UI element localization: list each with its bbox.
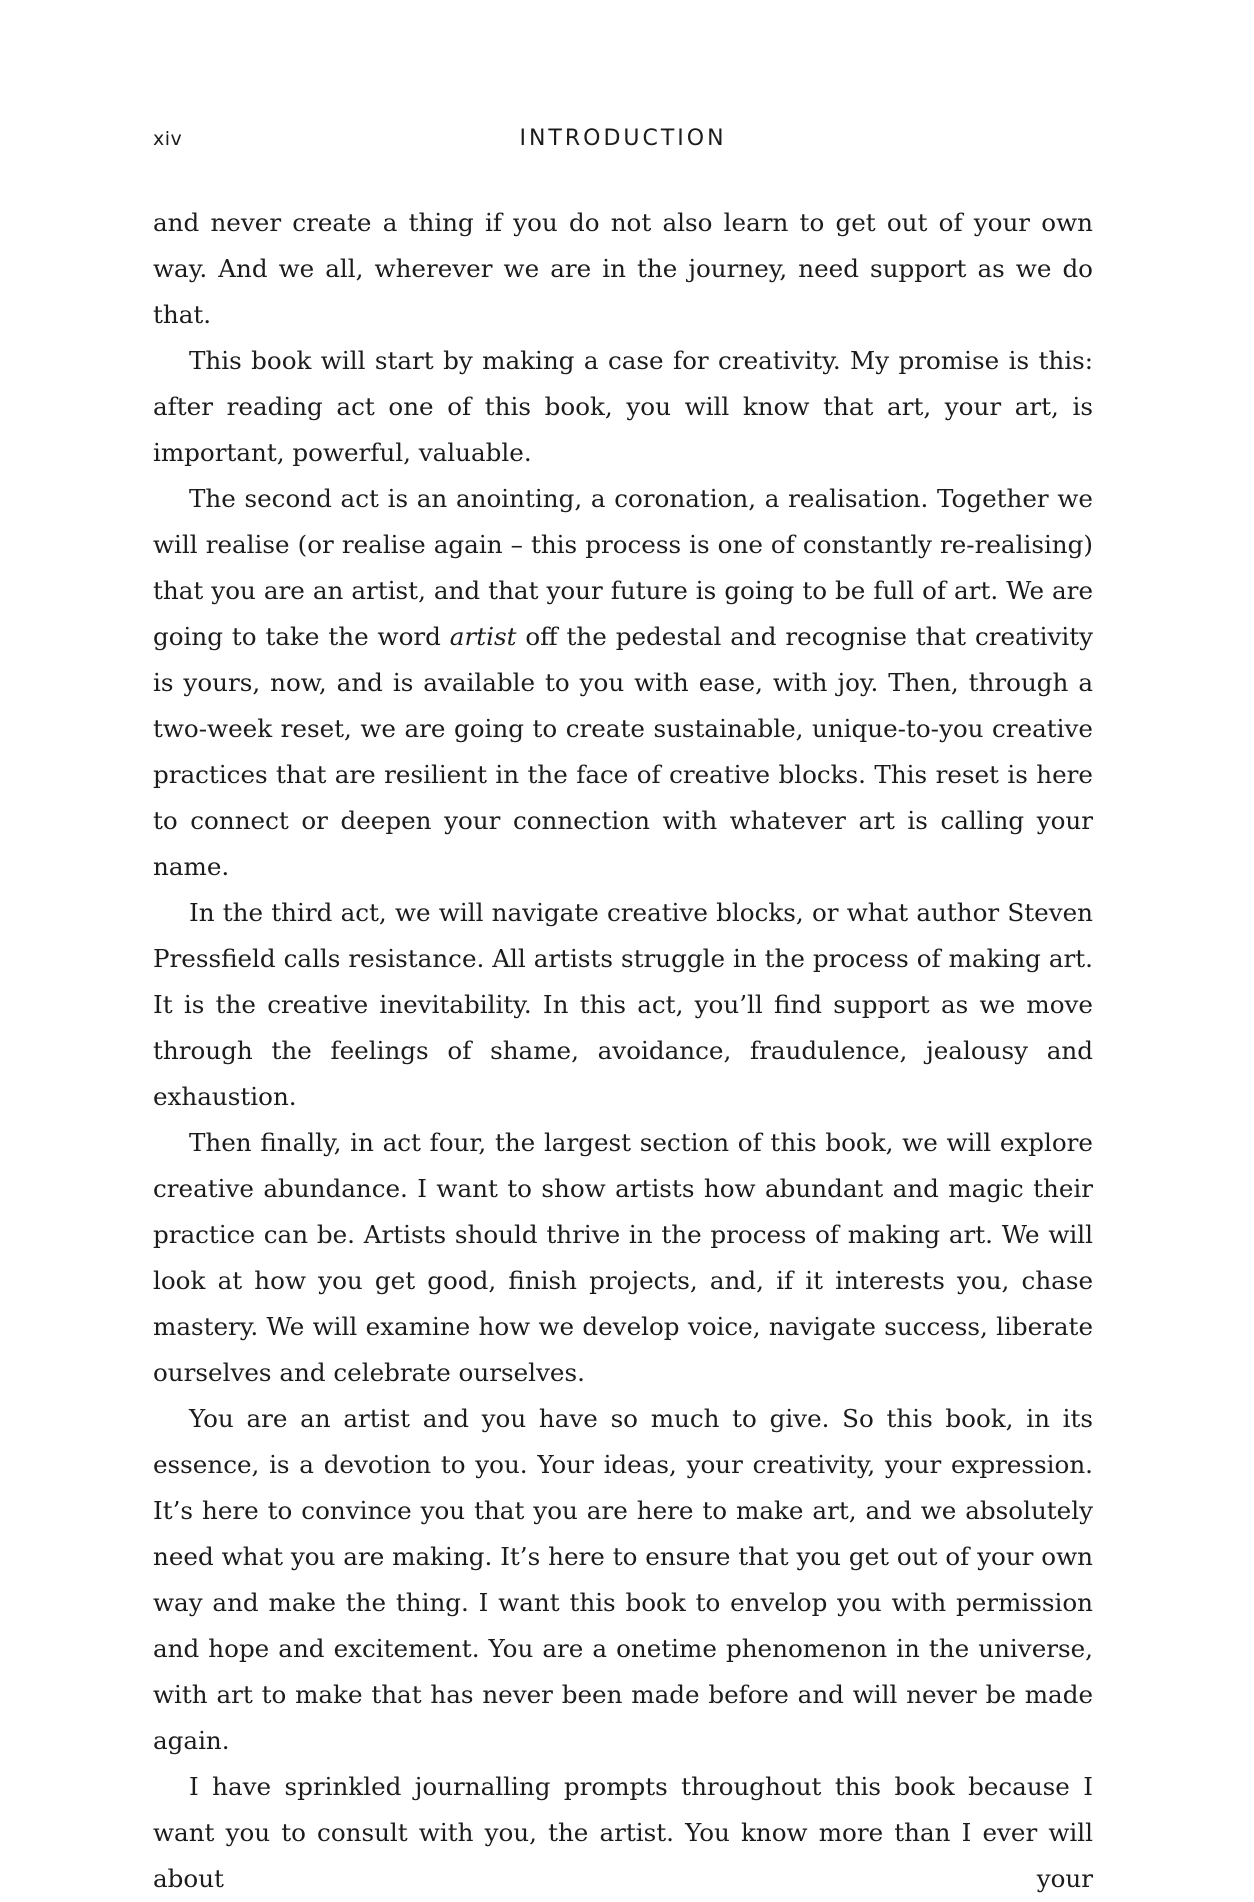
paragraph-continued: and never create a thing if you do not also learn to get out of your own way. And we all, wherever we are in the journey, need support as we do that. (153, 208, 1093, 329)
paragraph-act-two (153, 476, 1093, 890)
running-head (153, 122, 1093, 158)
running-title: INTRODUCTION (519, 126, 727, 151)
paragraph-act-two-end: off the pedestal and recognise that creativity is yours, now, and is available to you with ease, with joy. Then, through a two-week reset, we are going to create sustainable, unique-to-you creative practices that are resilient in the face of creative blocks. This reset is here to connect or deepen your connection with whatever art is calling your name. (153, 622, 1093, 881)
emphasis-artist: artist (449, 622, 517, 651)
paragraph-act-one: This book will start by making a case for creativity. My promise is this: after reading act one of this book, you will know that art, your art, is important, powerful, valuable. (153, 346, 1093, 467)
paragraph-act-two-start: The second act is an anointing, a coronation, a realisation. Together we will realise (or realise again – this process is one of constantly re-realising) that you are an artist, and that your future is going to be full of art. We are going to take the word (153, 484, 1093, 651)
paragraph-act-three: In the third act, we will navigate creative blocks, or what author Steven Pressfield calls resistance. All artists struggle in the process of making art. It is the creative inevitability. In this act, you’ll find support as we move through the feelings of shame, avoidance, fraudulence, jealousy and exhaustion. (153, 898, 1093, 1111)
paragraph-journalling: I have sprinkled journalling prompts throughout this book because I want you to consult with you, the artist. You know more than I ever will about your (153, 1772, 1093, 1893)
body-text (153, 200, 1093, 1902)
paragraph-devotion: You are an artist and you have so much to give. So this book, in its essence, is a devotion to you. Your ideas, your creativity, your expression. It’s here to convince you that you are here to make art, and we absolutely need what you are making. It’s here to ensure that you get out of your own way and make the thing. I want this book to envelop you with permission and hope and excitement. You are a onetime phenomenon in the universe, with art to make that has never been made before and will never be made again. (153, 1404, 1093, 1755)
paragraph-act-four: Then finally, in act four, the largest section of this book, we will explore creative abundance. I want to show artists how abundant and magic their practice can be. Artists should thrive in the process of making art. We will look at how you get good, finish projects, and, if it interests you, chase mastery. We will examine how we develop voice, navigate success, liberate ourselves and celebrate ourselves. (153, 1128, 1093, 1387)
page-number: xiv (153, 128, 183, 150)
